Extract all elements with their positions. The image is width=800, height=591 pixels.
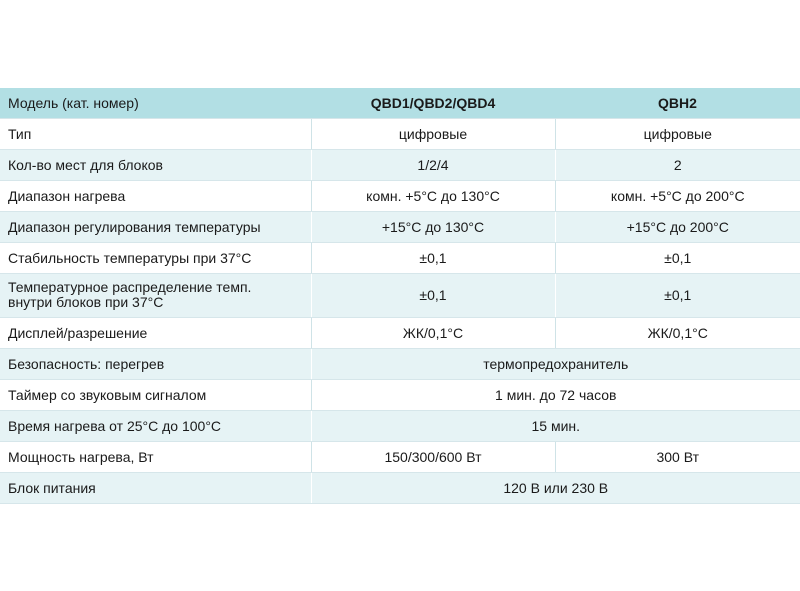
row-label: Диапазон регулирования температуры: [0, 211, 311, 242]
cell-shared: 120 В или 230 В: [311, 472, 800, 503]
cell-qbd: 1/2/4: [311, 149, 555, 180]
table-row: [0, 441, 800, 472]
spec-table: [0, 88, 800, 504]
table-row: [0, 211, 800, 242]
header-model-qbh: QBH2: [555, 88, 800, 118]
cell-qbd: +15°C до 130°C: [311, 211, 555, 242]
cell-qbh: +15°C до 200°C: [555, 211, 800, 242]
cell-qbh: цифровые: [555, 118, 800, 149]
row-label-line: Температурное распределение темп.: [8, 279, 252, 295]
cell-qbd: ±0,1: [311, 242, 555, 273]
table-row: [0, 410, 800, 441]
cell-qbd: комн. +5°C до 130°C: [311, 180, 555, 211]
cell-qbh: 2: [555, 149, 800, 180]
table-row: [0, 149, 800, 180]
cell-shared: 1 мин. до 72 часов: [311, 379, 800, 410]
table-row: [0, 379, 800, 410]
cell-shared: термопредохранитель: [311, 348, 800, 379]
row-label: Безопасность: перегрев: [0, 348, 311, 379]
header-model-qbd: QBD1/QBD2/QBD4: [311, 88, 555, 118]
table-row: [0, 180, 800, 211]
row-label: Время нагрева от 25°C до 100°C: [0, 410, 311, 441]
row-label: Мощность нагрева, Вт: [0, 441, 311, 472]
row-label: Таймер со звуковым сигналом: [0, 379, 311, 410]
cell-qbd: ±0,1: [311, 273, 555, 317]
row-label-line: внутри блоков при 37°C: [8, 294, 164, 310]
cell-qbh: 300 Вт: [555, 441, 800, 472]
cell-qbh: ±0,1: [555, 242, 800, 273]
row-label: Блок питания: [0, 472, 311, 503]
row-label: Диапазон нагрева: [0, 180, 311, 211]
row-label: Тип: [0, 118, 311, 149]
cell-qbd: 150/300/600 Вт: [311, 441, 555, 472]
row-label: Кол-во мест для блоков: [0, 149, 311, 180]
table-row: [0, 348, 800, 379]
cell-shared: 15 мин.: [311, 410, 800, 441]
cell-qbd: ЖК/0,1°C: [311, 317, 555, 348]
table-row: [0, 273, 800, 317]
cell-qbh: комн. +5°C до 200°C: [555, 180, 800, 211]
table-row: [0, 317, 800, 348]
row-label: Дисплей/разрешение: [0, 317, 311, 348]
table-row: [0, 118, 800, 149]
row-label: Стабильность температуры при 37°C: [0, 242, 311, 273]
row-label: [0, 273, 311, 317]
table-row: [0, 242, 800, 273]
cell-qbd: цифровые: [311, 118, 555, 149]
table-row: [0, 472, 800, 503]
table-header-row: [0, 88, 800, 118]
cell-qbh: ЖК/0,1°C: [555, 317, 800, 348]
header-label: Модель (кат. номер): [0, 88, 311, 118]
cell-qbh: ±0,1: [555, 273, 800, 317]
